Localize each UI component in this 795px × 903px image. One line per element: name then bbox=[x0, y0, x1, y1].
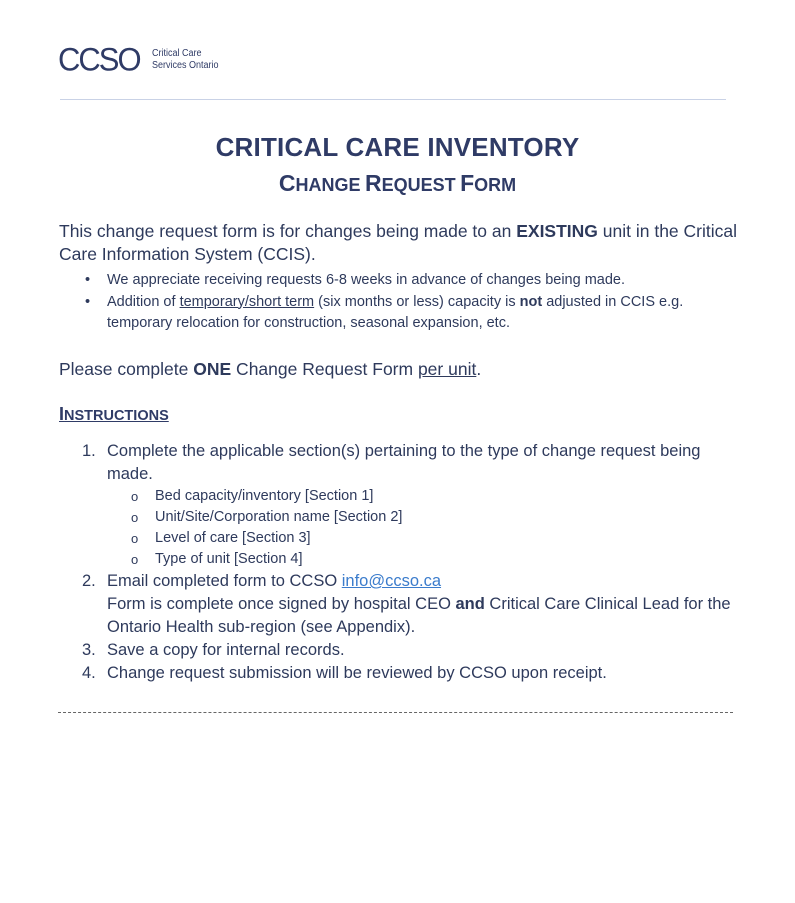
step-text: Complete the applicable section(s) pertaining to the type of change request being made. bbox=[107, 442, 701, 483]
instructions-list bbox=[59, 440, 749, 685]
sub-item: o Level of care [Section 3] bbox=[107, 528, 749, 549]
bullet-text: We appreciate receiving requests 6-8 weeks in advance of changes being made. bbox=[107, 272, 626, 288]
subtitle-rest-form: ORM bbox=[474, 175, 517, 195]
email-link[interactable]: info@ccso.ca bbox=[341, 572, 442, 590]
please-underlined-per-unit: per unit bbox=[417, 359, 477, 379]
section-sub-list bbox=[107, 486, 749, 570]
please-text: Change Request Form bbox=[231, 359, 418, 379]
bullet-text: adjusted in CCIS e.g. temporary relocation for construction, seasonal expansion, etc. bbox=[107, 293, 684, 331]
bullet-underlined-text: temporary/short term bbox=[179, 293, 315, 310]
instruction-step-1 bbox=[59, 440, 749, 570]
dashed-divider bbox=[58, 712, 733, 713]
step-number: 2. bbox=[82, 572, 96, 590]
step-number: 1. bbox=[82, 442, 96, 460]
intro-bullet-list bbox=[59, 270, 739, 335]
bullet-item-advance-notice bbox=[59, 270, 739, 292]
step-text: Critical Care Clinical Lead for the Ontario Health sub-region (see Appendix). bbox=[107, 595, 731, 636]
please-text: Please complete bbox=[59, 359, 194, 379]
please-bold-one: ONE bbox=[193, 359, 232, 379]
instructions-initial: I bbox=[59, 404, 65, 424]
step-bold-and: and bbox=[455, 595, 485, 613]
subtitle-initial-c: C bbox=[278, 170, 296, 196]
intro-text-1: This change request form is for changes being made to an bbox=[59, 221, 517, 241]
subtitle-initial-f: F bbox=[460, 170, 475, 196]
subtitle-initial-r: R bbox=[364, 170, 382, 196]
bullet-text: Addition of bbox=[107, 293, 180, 310]
ccso-logo-mark: CCSO bbox=[58, 41, 140, 78]
logo-line-1: Critical Care bbox=[151, 47, 202, 59]
document-title: CRITICAL CARE INVENTORY bbox=[215, 132, 580, 162]
sub-item: o Bed capacity/inventory [Section 1] bbox=[107, 486, 749, 507]
please-complete-line bbox=[59, 359, 481, 380]
subtitle-rest-change: HANGE bbox=[295, 175, 361, 195]
bullet-item-temporary-capacity bbox=[59, 292, 739, 335]
logo-line-2: Services Ontario bbox=[151, 59, 219, 71]
instruction-step-2 bbox=[59, 570, 749, 639]
step-text: Save a copy for internal records. bbox=[107, 641, 345, 659]
step-text: Email completed form to CCSO bbox=[107, 572, 342, 590]
instruction-step-3 bbox=[59, 639, 749, 662]
please-text: . bbox=[476, 359, 482, 379]
bullet-text: (six months or less) capacity is bbox=[314, 293, 520, 310]
instructions-rest: NSTRUCTIONS bbox=[64, 408, 169, 424]
subtitle-rest-request: EQUEST bbox=[381, 175, 456, 195]
ccso-logo-text bbox=[152, 48, 219, 72]
instructions-heading bbox=[59, 404, 169, 425]
header-divider bbox=[60, 99, 726, 100]
intro-text-2: unit in the Critical Care Information System (CCIS). bbox=[59, 221, 737, 264]
step-text: Change request submission will be reviewed by CCSO upon receipt. bbox=[107, 664, 607, 682]
instruction-step-4 bbox=[59, 662, 749, 685]
document-subtitle bbox=[0, 170, 795, 197]
intro-bold-existing: EXISTING bbox=[516, 221, 598, 241]
sub-item: o Unit/Site/Corporation name [Section 2] bbox=[107, 507, 749, 528]
step-text: Form is complete once signed by hospital CEO bbox=[107, 595, 456, 613]
step-number: 3. bbox=[82, 641, 96, 659]
ccso-logo bbox=[58, 41, 226, 78]
bullet-bold-not: not bbox=[519, 293, 543, 310]
step-number: 4. bbox=[82, 664, 96, 682]
intro-paragraph bbox=[59, 220, 739, 266]
sub-item: o Type of unit [Section 4] bbox=[107, 549, 749, 570]
